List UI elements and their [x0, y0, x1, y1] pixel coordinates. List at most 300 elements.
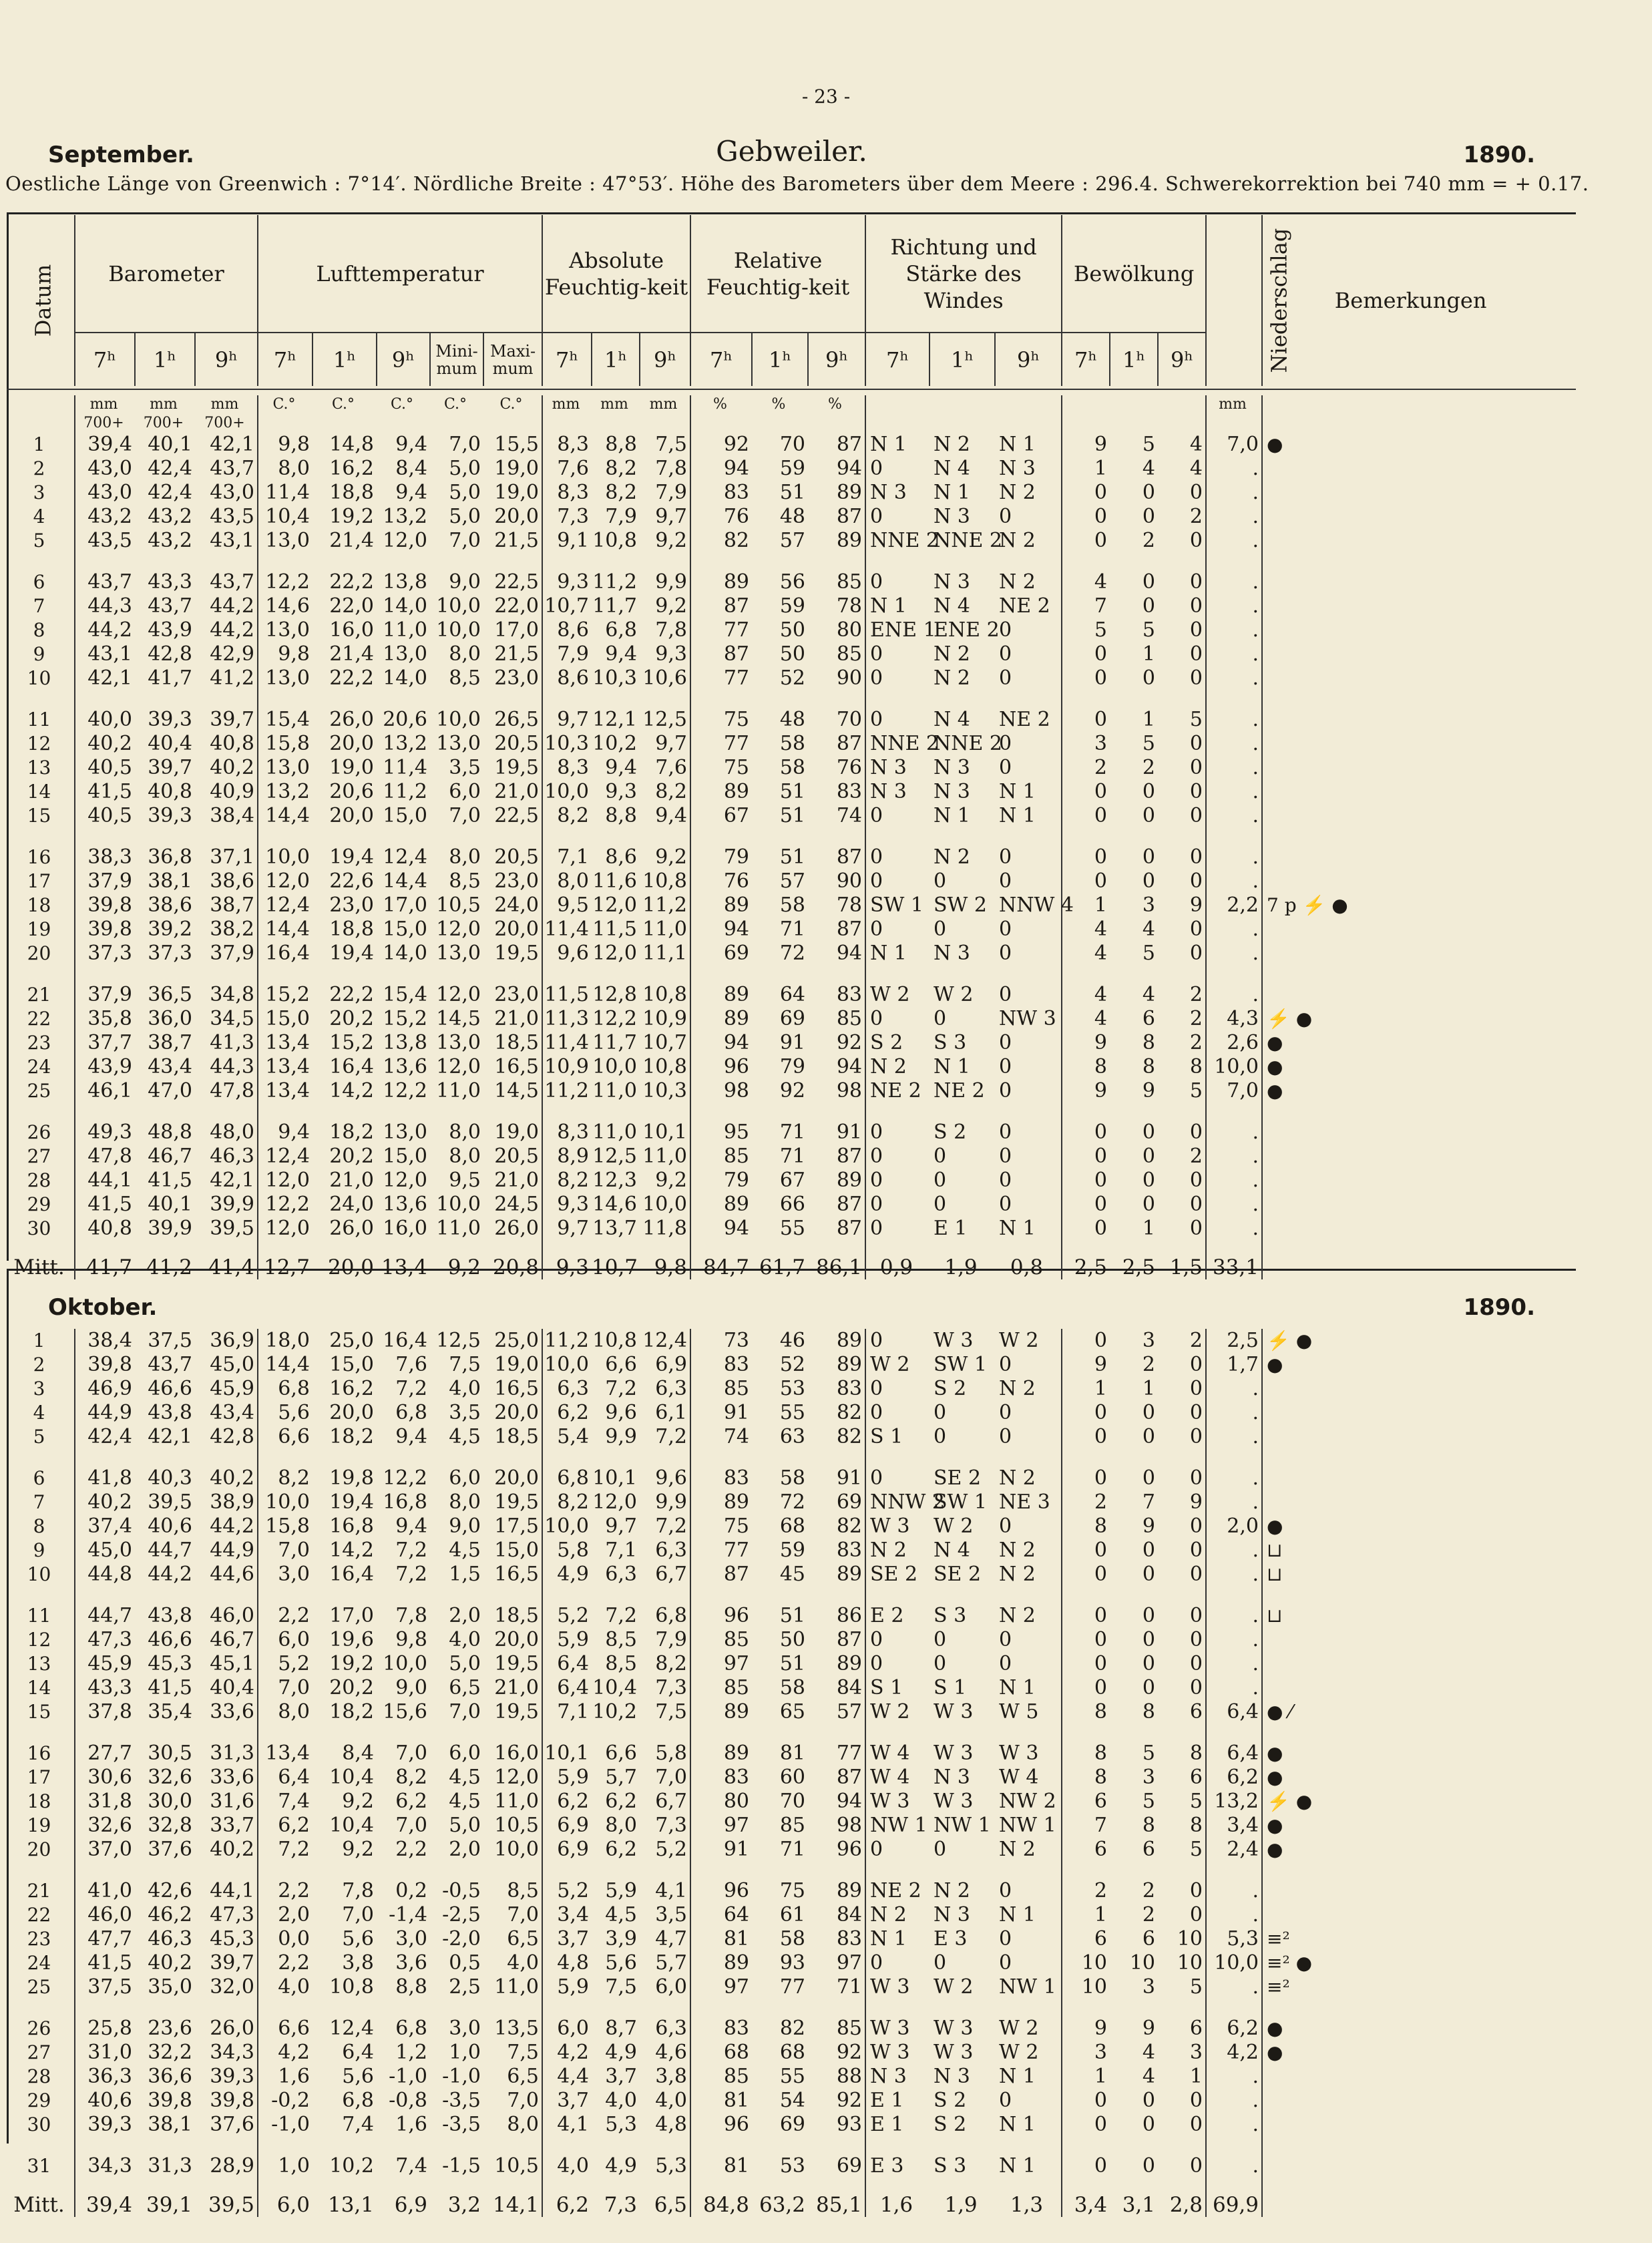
cell: 39,7: [148, 756, 192, 779]
cell: 4,2: [258, 2041, 313, 2065]
cell: 36,0: [148, 1007, 192, 1030]
cell: 0: [865, 666, 930, 690]
cell: [1262, 869, 1559, 893]
cell: [1262, 1449, 1559, 1490]
cell: 83: [836, 780, 862, 803]
cell: 6,4: [1206, 1700, 1262, 1724]
header-rule: [7, 389, 1576, 390]
cell: [1262, 1676, 1559, 1700]
cell: 83: [836, 1927, 862, 1951]
cell: 2: [1189, 1329, 1203, 1352]
cell: W 3: [865, 1790, 930, 1814]
cell: 0: [999, 1031, 1012, 1054]
table-row: [7, 529, 1559, 553]
cell: 0: [1062, 642, 1110, 666]
cell: NE 2: [934, 1079, 985, 1102]
cell: 87: [836, 1766, 862, 1789]
cell: 0: [999, 1951, 1012, 1975]
september-header: [48, 135, 1535, 168]
cell: 0: [1062, 2113, 1110, 2137]
cell: 44,2: [210, 594, 254, 618]
cell: 18,5: [494, 1031, 539, 1054]
cell: 86: [836, 1604, 862, 1627]
cell: 2,6: [1206, 1031, 1262, 1055]
cell: 0: [1189, 1604, 1203, 1627]
cell: 8: [1062, 1724, 1110, 1766]
cell: SW 1: [934, 1490, 988, 1514]
cell: 13,6: [383, 1055, 427, 1078]
cell: 0: [1142, 780, 1155, 803]
cell: [1262, 1652, 1559, 1676]
cell: 59: [779, 594, 805, 618]
cell: 7,0: [507, 2089, 539, 2112]
cell: 0: [1142, 1563, 1155, 1586]
mean-row: [7, 1241, 1559, 1279]
cell: 64: [690, 1903, 752, 1927]
cell: 0: [999, 1193, 1012, 1216]
cell: N 2: [934, 845, 970, 869]
cell: 64: [779, 983, 805, 1006]
cell: 98: [836, 1814, 862, 1837]
cell: 14,0: [383, 666, 427, 690]
cell: 7,6: [655, 756, 687, 779]
cell: 2,2: [1206, 893, 1262, 917]
cell: 43,0: [75, 481, 135, 505]
cell: 6,4: [258, 1766, 313, 1790]
cell: 22,2: [329, 983, 374, 1006]
cell: [1262, 2137, 1559, 2178]
cell: 0: [1062, 666, 1110, 690]
cell: 79: [690, 1169, 752, 1193]
cell: 23,6: [148, 2017, 192, 2040]
cell: 0: [1189, 1563, 1203, 1586]
cell: 13,7: [592, 1217, 637, 1240]
cell: 1: [1142, 1377, 1155, 1400]
cell: 19,4: [329, 845, 374, 869]
cell: 38,1: [148, 869, 192, 893]
cell: 5,3: [655, 2154, 687, 2178]
cell: 16,4: [383, 1329, 427, 1352]
cell: 3,5: [655, 1903, 687, 1926]
cell: 10,0: [542, 1353, 592, 1377]
cell: 12,0: [436, 983, 481, 1006]
baseline-cell: 700+: [204, 415, 245, 431]
cell: 87: [836, 845, 862, 869]
cell: 60: [779, 1766, 805, 1789]
cell: 38,9: [210, 1490, 254, 1514]
cell: 7,0: [449, 1700, 481, 1723]
cell: 51: [779, 780, 805, 803]
cell: 2,0: [258, 1903, 313, 1927]
cell: 3,8: [342, 1951, 374, 1975]
cell: 51: [779, 1604, 805, 1627]
mean-cell: 69,9: [1206, 2178, 1262, 2217]
cell: 7,0: [395, 1814, 427, 1837]
cell: 56: [779, 570, 805, 594]
cell: 0: [934, 1007, 947, 1030]
cell: ⚡ ●: [1262, 1790, 1559, 1814]
cell: N 2: [934, 433, 970, 456]
cell: 8,2: [542, 804, 592, 828]
cell: 10,0: [592, 1055, 637, 1078]
cell: 7,8: [655, 457, 687, 480]
cell: 7,0: [507, 1903, 539, 1926]
cell: 5,9: [542, 1766, 592, 1790]
cell: 3: [1142, 1975, 1155, 1999]
table-row: [7, 1353, 1559, 1377]
table-row: [7, 1903, 1559, 1927]
cell: .: [1206, 756, 1262, 780]
cell: 16,8: [329, 1514, 374, 1538]
cell: 0: [999, 917, 1012, 941]
cell: 12,0: [592, 942, 637, 965]
cell: 2,5: [449, 1975, 481, 1999]
header-barometer: Barometer: [75, 215, 258, 333]
cell: [1262, 642, 1559, 666]
cell: 11,5: [592, 917, 637, 941]
cell: S 3: [934, 1031, 967, 1054]
cell: 0: [1142, 1193, 1155, 1216]
table-row: [7, 1490, 1559, 1514]
cell: .: [1206, 869, 1262, 893]
subheader-baro-2: 9ʰ: [195, 333, 258, 386]
cell: W 5: [999, 1700, 1039, 1723]
cell: 15,2: [258, 966, 313, 1007]
cell: 37,7: [75, 1031, 135, 1055]
cell: 51: [779, 845, 805, 869]
cell: 5,3: [1206, 1927, 1262, 1951]
subheader-temp-min-6: Mini-mum: [430, 333, 483, 386]
cell: [1262, 942, 1559, 966]
mean-cell: [1262, 1241, 1559, 1279]
cell: 0: [865, 1007, 930, 1031]
cell: 0: [1142, 1652, 1155, 1675]
cell: 2: [1189, 505, 1203, 528]
cell: 40,2: [75, 1490, 135, 1514]
header-lufttemperatur: Lufttemperatur: [258, 215, 542, 333]
cell: 41,5: [75, 1193, 135, 1217]
subheader-wind-14: 7ʰ: [865, 333, 930, 386]
cell: 0: [999, 1169, 1012, 1192]
unit-cell: [1262, 395, 1559, 414]
cell: 0: [1189, 1539, 1203, 1562]
cell: 45,0: [75, 1539, 135, 1563]
cell: 15,4: [258, 690, 313, 732]
cell: 36,5: [148, 983, 192, 1006]
cell: 10,7: [542, 594, 592, 618]
cell: 11,4: [258, 481, 313, 505]
cell: [1262, 804, 1559, 828]
cell: 19,5: [494, 1652, 539, 1675]
cell: .: [1206, 481, 1262, 505]
cell: 71: [779, 917, 805, 941]
cell: W 3: [934, 1329, 974, 1352]
cell: 30: [27, 2113, 51, 2135]
header-wind: Richtung und Stärke des Windes: [865, 215, 1062, 333]
cell: 43,4: [148, 1055, 192, 1078]
header-abs-feuchtigkeit: Absolute Feuchtig-keit: [542, 215, 690, 333]
cell: 97: [690, 1975, 752, 1999]
cell: ⚡ ●: [1262, 1007, 1559, 1031]
table-row: [7, 1514, 1559, 1539]
cell: 14,4: [258, 804, 313, 828]
cell: SW 1: [934, 1353, 988, 1376]
cell: 36,9: [210, 1329, 254, 1352]
cell: 2: [1062, 1862, 1110, 1903]
cell: ●: [1262, 1724, 1559, 1766]
cell: 4: [1062, 942, 1110, 966]
cell: 84: [836, 1903, 862, 1926]
cell: 9,7: [542, 690, 592, 732]
unit-cell: mm: [1206, 395, 1262, 414]
cell: 42,6: [148, 1879, 192, 1902]
cell: 10,0: [258, 828, 313, 869]
table-row: [7, 1790, 1559, 1814]
cell: 0: [1142, 570, 1155, 594]
cell: 11,6: [592, 869, 637, 893]
cell: 19,2: [329, 1652, 374, 1675]
cell: W 2: [999, 2017, 1039, 2040]
cell: 0: [1189, 1425, 1203, 1448]
cell: 43,2: [75, 505, 135, 529]
cell: 14,0: [383, 594, 427, 618]
table-row: [7, 1193, 1559, 1217]
cell: 17,0: [329, 1604, 374, 1627]
cell: 3,5: [449, 1401, 481, 1424]
table-row: [7, 2065, 1559, 2089]
cell: 0: [999, 845, 1012, 869]
cell: 20,0: [494, 505, 539, 528]
cell: .: [1206, 642, 1262, 666]
cell: 0: [1142, 1401, 1155, 1424]
cell: 8,0: [542, 869, 592, 893]
cell: 75: [779, 1879, 805, 1902]
cell: 89: [690, 893, 752, 917]
cell: 49,3: [75, 1103, 135, 1145]
cell: 0: [934, 1169, 947, 1192]
cell: 92: [836, 2041, 862, 2064]
cell: [1262, 690, 1559, 732]
cell: 0: [865, 457, 930, 481]
cell: 0: [1142, 1539, 1155, 1562]
cell: 14,2: [329, 1539, 374, 1562]
cell: 44,3: [210, 1055, 254, 1078]
cell: 5,0: [449, 505, 481, 528]
cell: 40,1: [148, 433, 192, 456]
cell: 89: [690, 553, 752, 594]
cell: 44,2: [210, 1514, 254, 1538]
cell: 0: [1142, 1466, 1155, 1490]
cell: 2,0: [449, 1838, 481, 1861]
cell: 29: [27, 2089, 51, 2111]
cell: 9: [33, 1539, 45, 1561]
cell: 37,5: [148, 1329, 192, 1352]
mean-cell: 13,1: [327, 2193, 374, 2217]
cell: 0: [865, 690, 930, 732]
cell: 8,2: [655, 1652, 687, 1675]
cell: 47,8: [75, 1145, 135, 1169]
table-row: [7, 1927, 1559, 1951]
cell: 47,8: [210, 1079, 254, 1102]
cell: 0: [1142, 1676, 1155, 1699]
cell: 10,4: [258, 505, 313, 529]
cell: 10,4: [329, 1766, 374, 1789]
cell: 77: [836, 1742, 862, 1765]
cell: 1: [1062, 1377, 1110, 1401]
cell: 53: [779, 1377, 805, 1400]
table-row: [7, 1377, 1559, 1401]
year-september: 1890.: [1463, 142, 1535, 168]
cell: 78: [836, 893, 862, 917]
cell: 0: [1189, 1353, 1203, 1376]
cell: 76: [690, 869, 752, 893]
cell: 7,0: [449, 433, 481, 456]
cell: -2,5: [442, 1903, 481, 1926]
cell: [1262, 2089, 1559, 2113]
cell: [1262, 756, 1559, 780]
cell: 11,4: [542, 917, 592, 942]
cell: 15,5: [494, 433, 539, 456]
cell: 9,4: [605, 642, 637, 666]
cell: 14: [27, 1677, 51, 1699]
cell: 20,0: [329, 1401, 374, 1424]
cell: 7,2: [395, 1539, 427, 1562]
cell: 0: [1142, 845, 1155, 869]
cell: 8,0: [449, 1145, 481, 1168]
unit-cell: [930, 395, 995, 414]
cell: 27: [27, 2041, 51, 2063]
header-niederschlag: Niederschlag: [1206, 215, 1262, 386]
mean-cell: 13,4: [381, 1255, 427, 1279]
cell: 18,8: [329, 917, 374, 941]
cell: 85: [690, 1145, 752, 1169]
cell: 15,2: [329, 1031, 374, 1054]
mean-cell: 1,3: [1010, 2193, 1044, 2217]
cell: N 1: [865, 594, 930, 618]
cell: 0: [999, 1514, 1012, 1538]
cell: 42,4: [75, 1425, 135, 1449]
cell: 11,0: [592, 1120, 637, 1144]
cell: 6,2: [258, 1814, 313, 1838]
cell: 0: [865, 505, 930, 529]
cell: 13,4: [258, 1724, 313, 1766]
cell: 8,5: [449, 666, 481, 690]
cell: 10,5: [436, 893, 481, 917]
cell: 12,2: [592, 1007, 637, 1030]
mean-cell: 7,3: [604, 2193, 637, 2217]
cell: 19,4: [329, 1490, 374, 1514]
cell: 47,3: [210, 1903, 254, 1926]
cell: 10,0: [436, 708, 481, 731]
cell: 67: [779, 1169, 805, 1192]
cell: 39,5: [148, 1490, 192, 1514]
cell: 10,8: [329, 1975, 374, 1999]
cell: 43,3: [75, 1676, 135, 1700]
cell: 71: [836, 1975, 862, 1999]
cell: 43,7: [210, 457, 254, 480]
cell: N 3: [934, 942, 970, 965]
mean-cell: 41,2: [146, 1255, 192, 1279]
cell: 57: [779, 529, 805, 552]
cell: 0: [1189, 917, 1203, 941]
cell: 45,0: [210, 1353, 254, 1376]
cell: 15,6: [383, 1700, 427, 1723]
cell: 42,1: [210, 1169, 254, 1192]
cell: 9,4: [258, 1103, 313, 1145]
cell: 4,0: [449, 1377, 481, 1400]
cell: 6,0: [449, 1466, 481, 1490]
cell: 40,0: [75, 690, 135, 732]
cell: 10: [27, 1563, 51, 1585]
cell: 7,0: [258, 1676, 313, 1700]
cell: 73: [690, 1329, 752, 1353]
cell: -2,0: [442, 1927, 481, 1951]
cell: 35,4: [148, 1700, 192, 1723]
cell: NNE 2: [934, 732, 1003, 755]
subheader-temp-4: 1ʰ: [313, 333, 377, 386]
cell: 23,0: [494, 983, 539, 1006]
cell: 51: [779, 1652, 805, 1675]
cell: 39,4: [75, 433, 135, 457]
cell: 2: [33, 457, 45, 479]
cell: N 2: [999, 1563, 1036, 1586]
cell: 91: [836, 1466, 862, 1490]
cell: 6,6: [258, 1425, 313, 1449]
cell: 0: [865, 1401, 930, 1425]
subheader-temp-5: 9ʰ: [377, 333, 430, 386]
table-row: [7, 433, 1559, 457]
cell: 89: [690, 1490, 752, 1514]
cell: 83: [690, 1999, 752, 2041]
cell: 14,4: [258, 917, 313, 942]
cell: 77: [690, 732, 752, 756]
cell: 9,7: [542, 1217, 592, 1241]
cell: 9: [1062, 1031, 1110, 1055]
mean-cell: 33,1: [1206, 1241, 1262, 1279]
cell: ●: [1262, 1031, 1559, 1055]
cell: E 3: [865, 2137, 930, 2178]
cell: 22,6: [329, 869, 374, 893]
cell: 44,9: [75, 1401, 135, 1425]
cell: 20,6: [383, 708, 427, 731]
cell: N 2: [999, 1604, 1036, 1627]
cell: S 2: [934, 1377, 967, 1400]
cell: 2,2: [258, 1587, 313, 1628]
cell: 58: [779, 732, 805, 755]
cell: 57: [779, 869, 805, 893]
cell: W 3: [934, 1700, 974, 1723]
cell: 7: [1142, 1490, 1155, 1514]
cell: 77: [690, 618, 752, 642]
cell: 39,7: [210, 708, 254, 731]
cell: 10,0: [436, 618, 481, 642]
cell: 0: [865, 869, 930, 893]
cell: 0: [1189, 1401, 1203, 1424]
cell: W 2: [999, 2041, 1039, 2064]
cell: 0: [1062, 1587, 1110, 1628]
cell: 3,7: [542, 1927, 592, 1951]
cell: 81: [690, 1927, 752, 1951]
cell: 4,5: [449, 1425, 481, 1448]
cell: 89: [690, 966, 752, 1007]
cell: 8,6: [542, 666, 592, 690]
cell: 37,9: [210, 942, 254, 965]
cell: 10: [1062, 1951, 1110, 1975]
cell: 96: [836, 1838, 862, 1861]
cell: 6,9: [655, 1353, 687, 1376]
cell: 13,2: [1206, 1790, 1262, 1814]
cell: 37,0: [75, 1838, 135, 1862]
